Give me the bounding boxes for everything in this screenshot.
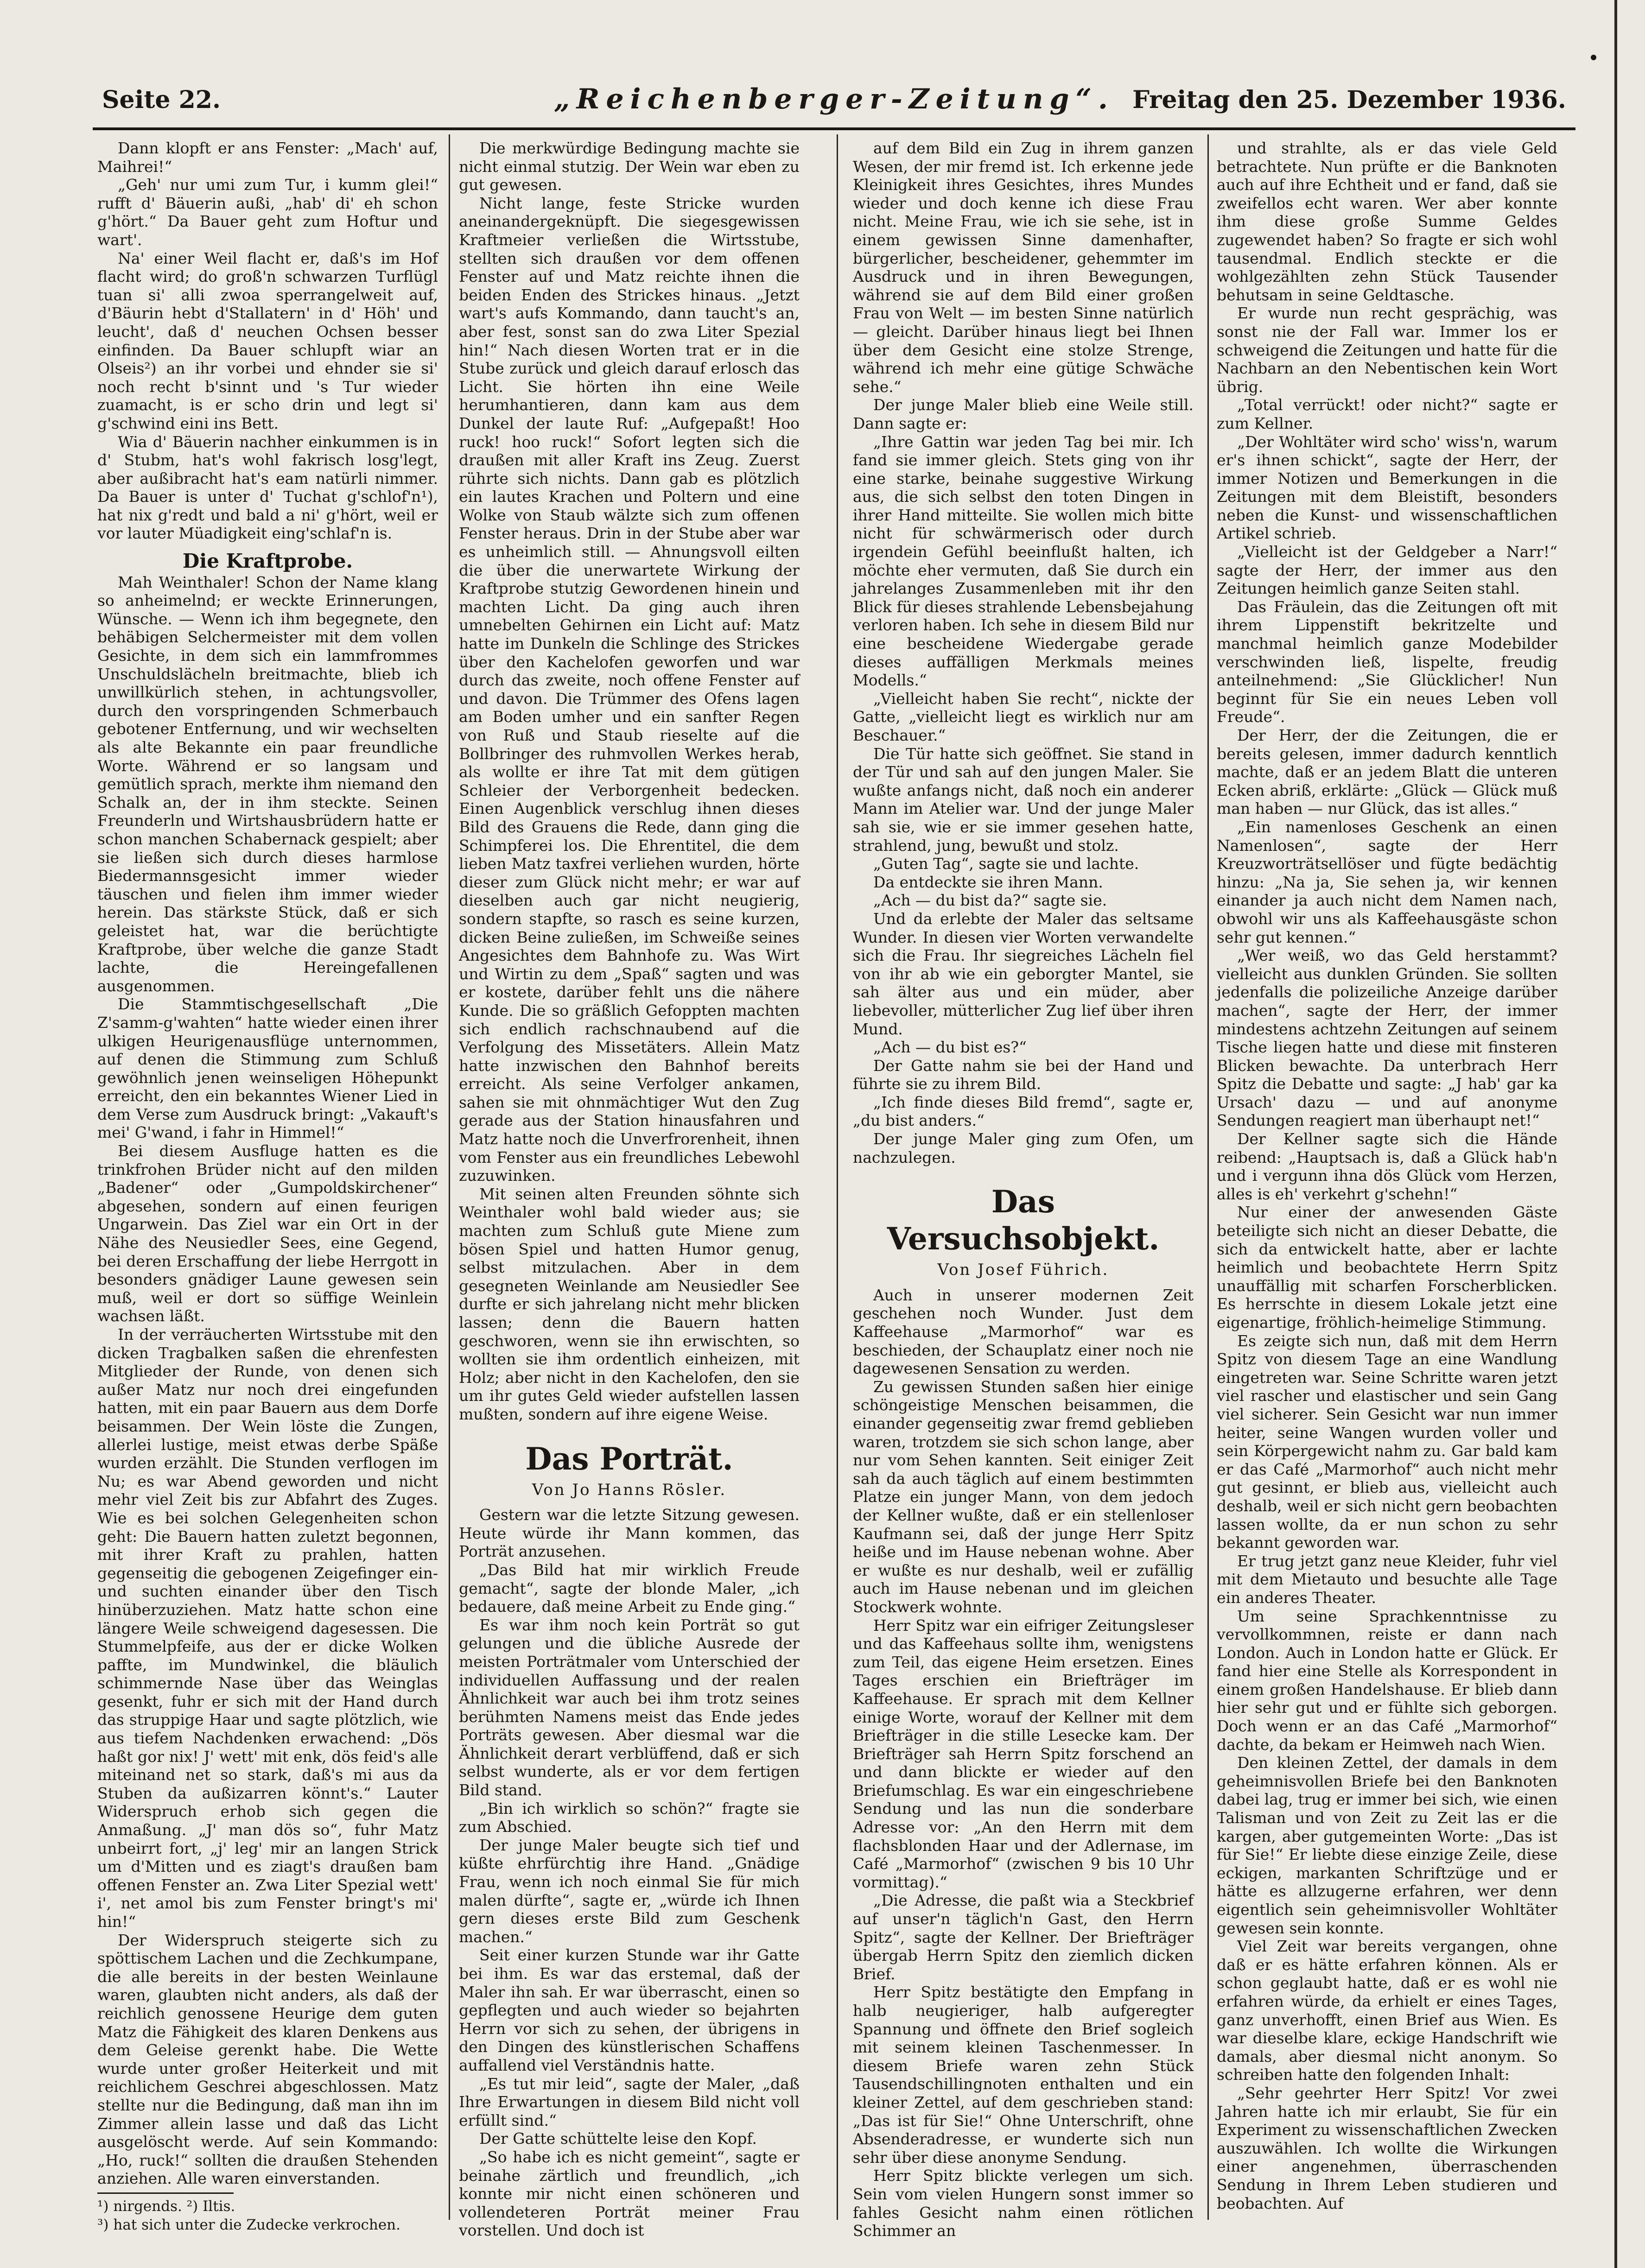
paragraph: Der junge Maler ging zum Ofen, um nachzulegen.: [853, 1130, 1194, 1166]
paragraph: „Vielleicht haben Sie recht“, nickte der Gatte, „vielleicht liegt es wirklich nur am Beschauer.“: [853, 689, 1194, 744]
column-2: [459, 139, 800, 2240]
paragraph: Da entdeckte sie ihren Mann.: [873, 873, 1103, 891]
paragraph: Na' einer Weil flacht er, daß's im Hof flacht wird; do groß'n schwarzen Turflügl tuan si' alli zwoa sperrangelweit auf, d'Bäurin hebt d'Stallatern' in d' Höh' und leucht', daß d' neuchen Ochsen besser einfinden. Da Bauer schlupft wiar an Olseis²) an ihr vorbei und ehnder sie si' noch recht b'sinnt und 's Tur wieder zuamacht, is er scho drin und legt si' g'schwind eini ins Bett.: [97, 249, 438, 432]
byline: Von Jo Hanns Rösler.: [532, 1480, 727, 1499]
paragraph: Der Gatte schüttelte leise den Kopf.: [479, 2129, 757, 2148]
ink-dot: [1591, 55, 1596, 60]
paragraph: Der Kellner sagte sich die Hände reibend: „Hauptsach is, daß a Glück hab'n und i vergunn ihna dös Glück vom Herzen, alles is eh' verkehrt g'schehn!“: [1217, 1130, 1557, 1203]
paragraph: „Guten Tag“, sagte sie und lachte.: [873, 855, 1139, 873]
issue-date: Freitag den 25. Dezember 1936.: [1132, 86, 1566, 114]
paragraph: Nicht lange, feste Stricke wurden aneinandergeknüpft. Die siegesgewissen Kraftmeier verließen die Wirtsstube, stellten sich draußen vor dem offenen Fenster auf und Matz reichte ihnen die beiden Enden des Strickes hinaus. „Jetzt wart's aufs Kommando, dann taucht's an, aber fest, sonst san do zwa Liter Spezial hin!“ Nach diesen Worten trat er in die Stube zurück und gleich darauf erlosch das Licht. Sie hörten ihn eine Weile herumhantieren, dann kam aus dem Dunkel der laute Ruf: „Aufgepaßt! Hoo ruck! hoo ruck!“ Sofort legten sich die draußen mit aller Kraft ins Zeug. Zuerst rührte sich nichts. Dann gab es plötzlich ein lautes Krachen und Poltern und eine Wolke von Staub wälzte sich zum offenen Fenster heraus. Drin in der Stube aber war es unheimlich still. — Ahnungsvoll eilten die über die unerwartete Wirkung der Kraftprobe stutzig Gewordenen hinein und machten Licht. Da ging auch ihren umnebelten Gehirnen ein Licht auf: Matz hatte im Dunkeln die Schlinge des Strickes über den Kachelofen geworfen und war durch das zweite, noch offene Fenster auf und davon. Die Trümmer des Ofens lagen am Boden umher und ein sanfter Regen von Ruß und Staub rieselte auf die Bollbringer des ruhmvollen Werkes herab, als wollte er ihre Tat mit dem gütigen Schleier der Verborgenheit bedecken. Einen Augenblick verschlug ihnen dieses Bild des Grauens die Rede, dann ging die Schimpferei los. Die Ehrentitel, die dem lieben Matz taxfrei verliehen wurden, hörte dieser zum Glück nicht mehr; er war auf dieselben auch gar nicht neugierig, sondern stapfte, so rasch es seine kurzen, dicken Beine zuließen, im Schweiße seines Angesichtes dem Bahnhofe zu. Was Wirt und Wirtin zu dem „Spaß“ sagten und was er kostete, darüber fehlt uns die nähere Kunde. Die so gräßlich Gefoppten machten sich endlich rachschnaubend auf die Verfolgung des Missetäters. Allein Matz hatte inzwischen den Bahnhof bereits erreicht. Als seine Verfolger ankamen, sahen sie mit ohnmächtiger Wut den Zug gerade aus der Station hinausfahren und Matz hatte noch die Unverfrorenheit, ihnen vom Fenster aus ein freundliches Lebewohl zuzuwinken.: [459, 194, 800, 1185]
page-header: [93, 76, 1575, 127]
paragraph: Viel Zeit war bereits vergangen, ohne daß er es hätte erfahren können. Als er schon geglaubt hatte, daß er es wohl nie erfahren würde, da erhielt er eines Tages, ganz unverhofft, einen Brief aus Wien. Es war dieselbe klare, eckige Handschrift wie damals, aber diesmal nicht anonym. So schreiben hatte den folgenden Inhalt:: [1217, 1937, 1557, 2084]
column-1: [97, 139, 438, 2233]
article-title: Das Versuchsobjekt.: [887, 1184, 1160, 1257]
paragraph: „Es tut mir leid“, sagte der Maler, „daß Ihre Erwartungen in diesem Bild nicht voll erfüllt sind.“: [459, 2074, 800, 2129]
paragraph: Mah Weinthaler! Schon der Name klang so anheimelnd; er weckte Erinnerungen, Wünsche. — Wenn ich ihm begegnete, den behäbigen Selchermeister mit dem vollen Gesichte, in dem sich ein lammfrommes Unschuldslächeln breitmachte, blieb ich unwillkürlich stehen, in achtungsvoller, durch den vorspringenden Schmerbauch gebotener Entfernung, und wir wechselten als alte Bekannte ein paar freundliche Worte. Während er so langsam und gemütlich sprach, merkte ihm niemand den Schalk an, der in ihm steckte. Seinen Freunderln und Wirtshausbrüdern hatte er schon manchen Schabernack gespielt; aber sie ließen sich durch dieses harmlose Biedermannsgesicht immer wieder täuschen und fielen ihm immer wieder herein. Das stärkste Stück, daß er sich geleistet hat, war die berüchtigte Kraftprobe, über welche die ganze Stadt lachte, die Hereingefallenen ausgenommen.: [97, 573, 438, 995]
paragraph: Zu gewissen Stunden saßen hier einige schöngeistige Menschen beisammen, die einander gegenseitig zwar fremd geblieben waren, trotzdem sie sich schon lange, aber nur vom Sehen kannten. Seit einiger Zeit sah da auch täglich auf einem bestimmten Platze ein junger Mann, von dem jedoch der Kellner wußte, daß er ein stellenloser Kaufmann sei, daß der junge Herr Spitz heiße und im Hause nebenan wohne. Aber er wußte es nur deshalb, weil er zufällig auch im Hause nebenan und im gleichen Stockwerk wohnte.: [853, 1377, 1194, 1616]
paragraph: „Vielleicht ist der Geldgeber a Narr!“ sagte der Herr, der immer aus den Zeitungen heimlich ganze Seiten stahl.: [1217, 543, 1557, 598]
paragraph: Die merkwürdige Bedingung machte sie nicht einmal stutzig. Der Wein war eben zu gut gewesen.: [459, 139, 800, 194]
paragraph: Nur einer der anwesenden Gäste beteiligte sich nicht an dieser Debatte, die sich da entwickelt hatte, aber er lachte heimlich und beobachtete Herrn Spitz unauffällig mit scharfen Forscherblicken. Es herrschte in diesem Lokale jetzt eine eigenartige, fröhlich-heimelige Stimmung.: [1217, 1203, 1557, 1331]
paragraph: Mit seinen alten Freunden söhnte sich Weinthaler wohl bald wieder aus; sie machten zum Schluß gute Miene zum bösen Spiel und hatten Humor genug, selbst mitzulachen. Aber in dem gesegneten Weinlande am Neusiedler See durfte er sich jahrelang nicht mehr blicken lassen; denn die Bauern hatten geschworen, wenn sie ihn erwischten, so wollten sie ihm ordentlich einheizen, mit Holz; aber nicht in den Kachelofen, den sie um ihr gutes Geld wieder aufstellen lassen mußten, sondern auf ihre eigene Weise.: [459, 1185, 800, 1423]
paragraph: Er trug jetzt ganz neue Kleider, fuhr viel mit dem Mietauto und besuchte alle Tage ein anderes Theater.: [1217, 1552, 1557, 1607]
column-3: [853, 139, 1194, 2240]
masthead: „Reichenberger-Zeitung“.: [554, 83, 1114, 115]
paragraph: Dann klopft er ans Fenster: „Mach' auf, Maihrei!“: [97, 139, 438, 176]
paragraph: Der Widerspruch steigerte sich zu spöttischem Lachen und die Zechkumpane, die alle bereits in der besten Weinlaune waren, glaubten nicht anders, als daß der reichlich genossene Heurige dem guten Matz die Fähigkeit des klaren Denkens aus dem Geleise gerenkt habe. Die Wette wurde unter großer Heiterkeit und mit reichlichem Geschrei abgeschlossen. Matz stellte nur die Bedingung, daß man ihn im Zimmer allein lasse und daß das Licht ausgelöscht werde. Auf sein Kommando: „Ho, ruck!“ sollten die draußen Stehenden anziehen. Alle waren einverstanden.: [97, 1931, 438, 2188]
paragraph: Der junge Maler blieb eine Weile still. Dann sagte er:: [853, 396, 1194, 432]
column-divider: [449, 134, 450, 2220]
footnote-rule: [97, 2192, 234, 2194]
page-number: Seite 22.: [102, 86, 221, 114]
paragraph: Herr Spitz blickte verlegen um sich. Sein vom vielen Hungern sonst immer so fahles Gesicht nahm einen rötlichen Schimmer an: [853, 2167, 1194, 2240]
paragraph: In der verräucherten Wirtsstube mit den dicken Tragbalken saßen die ehrenfesten Mitglieder der Runde, von denen sich außer Matz nur noch drei eingefunden hatten, mit ein paar Bauern aus dem Dorfe beisammen. Der Wein löste die Zungen, allerlei lustige, meist etwas derbe Späße wurden erzählt. Die Stunden verflogen im Nu; es war Abend geworden und nicht mehr viel Zeit bis zur Abfahrt des Zuges. Wie es bei solchen Gelegenheiten schon geht: Die Bauern hatten zuletzt begonnen, mit ihrer Kraft zu prahlen, hatten gegenseitig die gebogenen Zeigefinger ein- und suchten einander über den Tisch hinüberzuziehen. Matz hatte schon eine längere Weile schweigend dagesessen. Die Stummelpfeife, aus der er dicke Wolken paffte, im Mundwinkel, die bläulich schimmernde Nase über das Weinglas gesenkt, fuhr er sich mit der Hand durch das struppige Haar und sagte plötzlich, wie aus tiefem Nachdenken erwachend: „Dös haßt gor nix! J' wett' mit enk, dös feid's alle miteinand net so stark, daß's mi aus da Stuben da außizarren könnt's.“ Lauter Widerspruch erhob sich gegen die Anmaßung. „J' man dös so“, fuhr Matz unbeirrt fort, „j' leg' mir an langen Strick um d'Mitten und es ziagt's draußen bam offenen Fenster an. Zwa Liter Spezial wett' i', net amol bis zum Fenster bringt's mi' hin!“: [97, 1325, 438, 1931]
paragraph: Es war ihm noch kein Porträt so gut gelungen und die übliche Ausrede der meisten Porträtmaler vom Unterschied der individuellen Auffassung und der realen Ähnlichkeit war auch bei ihm trotz seines berühmten Namens meist das Ende jedes Porträts gewesen. Aber diesmal war die Ähnlichkeit derart verblüffend, daß er sich selbst wunderte, als er vor dem fertigen Bild stand.: [459, 1615, 800, 1799]
paragraph: Um seine Sprachkenntnisse zu vervollkommnen, reiste er dann nach London. Auch in London hatte er Glück. Er fand hier eine Stelle als Korrespondent in einem großen Handelshause. Er blieb dann hier sehr gut und er fühlte sich geborgen. Doch wenn er an das Café „Marmorhof“ dachte, da bekam er Heimweh nach Wien.: [1217, 1607, 1557, 1754]
footnote: ¹) nirgends. ²) Iltis.: [97, 2198, 235, 2215]
paragraph: Wia d' Bäuerin nachher einkummen is in d' Stubm, hat's wohl fakrisch losg'legt, aber außibracht hat's eam natürli nimmer. Da Bauer is unter d' Tuchat g'schlof'n¹), hat nix g'redt und bald a ni' g'hört, weil er vor lauter Müadigkeit eing'schlaf'n is.: [97, 432, 438, 543]
byline: Von Josef Führich.: [937, 1261, 1109, 1280]
paragraph: Der Herr, der die Zeitungen, die er bereits gelesen, immer dadurch kenntlich machte, daß er an jedem Blatt die unteren Ecken abriß, erklärte: „Glück — Glück muß man haben — nur Glück, das ist alles.“: [1217, 726, 1557, 818]
paragraph: „Ach — du bist da?“ sagte sie.: [873, 891, 1107, 910]
paragraph: Und da erlebte der Maler das seltsame Wunder. In diesen vier Worten verwandelte sich die Frau. Ihr siegreiches Lächeln fiel von ihr ab wie ein geborgter Mantel, sie sah älter aus und ein müder, aber liebevoller, mütterlicher Zug lief über ihren Mund.: [853, 909, 1194, 1038]
column-divider: [1207, 134, 1209, 2220]
paragraph: Gestern war die letzte Sitzung gewesen. Heute würde ihr Mann kommen, das Porträt anzusehen.: [459, 1506, 800, 1561]
paragraph: Bei diesem Ausfluge hatten es die trinkfrohen Brüder nicht auf den milden „Badener“ oder „Gumpoldskirchener“ abgesehen, sondern auf einen feurigen Ungarwein. Das Ziel war ein Ort in der Nähe des Neusiedler Sees, eine Gegend, bei deren Erschaffung der liebe Herrgott in besonders gnädiger Laune gewesen sein muß, weil er dort so süffige Weinlein wachsen läßt.: [97, 1142, 438, 1325]
paragraph: Herr Spitz war ein eifriger Zeitungsleser und das Kaffeehaus sollte ihm, wenigstens zum Teil, das eigene Heim ersetzen. Eines Tages erschien ein Briefträger im Kaffeehause. Er sprach mit dem Kellner einige Worte, worauf der Kellner mit dem Briefträger in die stille Lesecke kam. Der Briefträger sah Herrn Spitz forschend an und dann blickte er wieder auf den Briefumschlag. Es war ein eingeschriebene Sendung und las nun die sonderbare Adresse vor: „An den Herrn mit dem flachsblonden Haar und der Adlernase, im Café „Marmorhof“ (zwischen 9 bis 10 Uhr vormittag).“: [853, 1616, 1194, 1891]
paragraph: „Bin ich wirklich so schön?“ fragte sie zum Abschied.: [459, 1799, 800, 1836]
paragraph: Die Stammtischgesellschaft „Die Z'samm-g'wahten“ hatte wieder einen ihrer ulkigen Heurigenausflüge unternommen, auf denen die Stimmung zum Schluß gewöhnlich jenen weinseligen Höhepunkt erreicht, den ein bekanntes Wiener Lied in dem Verse zum Ausdruck bringt: „Vakauft's mei' G'wand, i fahr in Himmel!“: [97, 995, 438, 1142]
column-4: [1217, 139, 1557, 2215]
paragraph: Er wurde nun recht gesprächig, was sonst nie der Fall war. Immer los er schweigend die Zeitungen und hatte für die Nachbarn an den Nebentischen kein Wort übrig.: [1217, 304, 1557, 396]
paragraph: „So habe ich es nicht gemeint“, sagte er beinahe zärtlich und freundlich, „ich konnte mir nicht einen schöneren und vollendeteren Porträt meiner Frau vorstellen. Und doch ist: [459, 2148, 800, 2240]
paragraph: Das Fräulein, das die Zeitungen oft mit ihrem Lippenstift bekritzelte und manchmal heimlich ganze Modebilder verschwinden ließ, lispelte, freudig anteilnehmend: „Sie Glücklicher! Nun beginnt für Sie ein neues Leben voll Freude“.: [1217, 597, 1557, 726]
paragraph: auf dem Bild ein Zug in ihrem ganzen Wesen, der mir fremd ist. Ich erkenne jede Kleinigkeit ihres Gesichtes, ihres Mundes wieder und doch kenne ich diese Frau nicht. Meine Frau, wie ich sie sehe, ist in einem gewissen Sinne damenhafter, bürgerlicher, bescheidener, gehemmter im Ausdruck und in ihren Bewegungen, während sie auf dem Bild einer großen Frau von Welt — im besten Sinne natürlich — gleicht. Darüber hinaus liegt bei Ihnen über dem Gesicht eine stolze Strenge, während ich mehr eine gütige Schwäche sehe.“: [853, 139, 1194, 396]
paragraph: „Geh' nur umi zum Tur, i kumm glei!“ rufft d' Bäuerin außi, „hab' di' eh schon g'hört.“ Da Bauer geht zum Hoftur und wart'.: [97, 176, 438, 249]
paragraph: Die Tür hatte sich geöffnet. Sie stand in der Tür und sah auf den jungen Maler. Sie wußte anfangs nicht, daß noch ein anderer Mann im Atelier war. Und der junge Maler sah sie, wie er sie immer gesehen hatte, strahlend, jung, bewußt und stolz.: [853, 744, 1194, 855]
paragraph: „Ihre Gattin war jeden Tag bei mir. Ich fand sie immer gleich. Stets ging von ihr eine starke, beinahe suggestive Wirkung aus, die sich selbst den toten Dingen in ihrer Hand mitteilte. Sie wollen mich bitte nicht für schwärmerisch oder durch irgendein Gefühl beeinflußt halten, ich möchte eher vermuten, daß Sie durch ein jahrelanges Zusammenleben mit ihr den Blick für dieses strahlende Lebensbejahung verloren haben. Ich sehe in diesem Bild nur eine bescheidene Wiedergabe gerade dieses auffälligen Merkmals meines Modells.“: [853, 432, 1194, 690]
paragraph: Herr Spitz bestätigte den Empfang in halb neugieriger, halb aufgeregter Spannung und öffnete den Brief sogleich mit seinem kleinen Taschenmesser. In diesem Briefe waren zehn Stück Tausendschillingnoten enthalten und ein kleiner Zettel, auf dem geschrieben stand: „Das ist für Sie!“ Ohne Unterschrift, ohne Absenderadresse, er wunderte sich nun sehr über diese anonyme Sendung.: [853, 1983, 1194, 2167]
paragraph: „Total verrückt! oder nicht?“ sagte er zum Kellner.: [1217, 396, 1557, 432]
paragraph: „Sehr geehrter Herr Spitz! Vor zwei Jahren hatte ich mir erlaubt, Sie für ein Experiment zu wissenschaftlichen Zwecken auszuwählen. Ich wollte die Wirkungen einer angenehmen, überraschenden Sendung in Ihrem Leben studieren und beobachten. Auf: [1217, 2084, 1557, 2212]
paragraph: „Der Wohltäter wird scho' wiss'n, warum er's ihnen schickt“, sagte der Herr, der immer Notizen und Bemerkungen in die Zeitungen mit dem Bleistift, besonders neben die Kunst- und wissenschaftlichen Artikel schrieb.: [1217, 432, 1557, 543]
paragraph: Der junge Maler beugte sich tief und küßte ehrfürchtig ihre Hand. „Gnädige Frau, wenn ich noch einmal Sie für mich malen dürfte“, sagte er, „würde ich Ihnen gern dieses erste Bild zum Geschenk machen.“: [459, 1836, 800, 1946]
footnote: ³) hat sich unter die Zudecke verkrochen.: [97, 2216, 400, 2233]
paragraph: „Ich finde dieses Bild fremd“, sagte er, „du bist anders.“: [853, 1093, 1194, 1130]
paragraph: Auch in unserer modernen Zeit geschehen noch Wunder. Just dem Kaffeehause „Marmorhof“ war es beschieden, der Schauplatz einer noch nie dagewesenen Sensation zu werden.: [853, 1286, 1194, 1378]
paragraph: „Das Bild hat mir wirklich Freude gemacht“, sagte der blonde Maler, „ich bedauere, daß meine Arbeit zu Ende ging.“: [459, 1560, 800, 1616]
paragraph: und strahlte, als er das viele Geld betrachtete. Nun prüfte er die Banknoten auch auf ihre Echtheit und er fand, daß sie zweifellos echt waren. Wer aber konnte ihm diese große Summe Geldes zugewendet haben? So fragte er sich wohl tausendmal. Endlich steckte er die wohlgezählten zehn Stück Tausender behutsam in seine Geldtasche.: [1217, 139, 1557, 304]
paragraph: „Ein namenloses Geschenk an einen Namenlosen“, sagte der Herr Kreuzworträtsellöser und fügte bedächtig hinzu: „Na ja, Sie sehen ja, wir kennen einander ja auch nicht dem Namen nach, obwohl wir uns als Kaffeehausgäste schon sehr gut kennen.“: [1217, 817, 1557, 946]
paragraph: „Wer weiß, wo das Geld herstammt? vielleicht aus dunklen Gründen. Sie sollten jedenfalls die polizeiliche Anzeige darüber machen“, sagte der Herr, der immer mindestens achtzehn Zeitungen auf seinem Tische liegen hatte und diese mit finsteren Blicken bewachte. Da unterbrach Herr Spitz die Debatte und sagte: „J hab' gar ka Ursach' dazu — und auf anonyme Sendungen reagiert man überhaupt net!“: [1217, 946, 1557, 1130]
page-edge-shadow: [1614, 0, 1617, 2268]
header-rule: [93, 127, 1575, 130]
paragraph: Den kleinen Zettel, der damals in dem geheimnisvollen Briefe bei den Banknoten dabei lag, trug er immer bei sich, wie einen Talisman und von Zeit zu Zeit las er die kargen, aber gutgemeinten Worte: „Das ist für Sie!“ Er liebte diese einzige Zeile, diese eckigen, markanten Schriftzüge und er hätte es allzugerne erfahren, wer denn eigentlich sein geheimnisvoller Wohltäter gewesen sein konnte.: [1217, 1754, 1557, 1937]
paragraph: Es zeigte sich nun, daß mit dem Herrn Spitz von diesem Tage an eine Wandlung eingetreten war. Seine Schritte waren jetzt viel rascher und elastischer und sein Gang viel sicherer. Sein Gesicht war nun immer heiter, seine Wangen wurden voller und sein Körpergewicht nahm zu. Gar bald kam er das Café „Marmorhof“ auch nicht mehr gut gesinnt, er blieb aus, vielleicht auch deshalb, weil er sich nicht gern beobachten lassen wollte, da er nun schon zu sehr bekannt geworden war.: [1217, 1331, 1557, 1552]
paragraph: Seit einer kurzen Stunde war ihr Gatte bei ihm. Es war das erstemal, daß der Maler ihn sah. Er war überrascht, einen so gepflegten und auch wieder so bejahrten Herrn vor sich zu sehen, der übrigens in den Dingen des künstlerischen Schaffens auffallend viel Verständnis hatte.: [459, 1946, 800, 2074]
paragraph: Der Gatte nahm sie bei der Hand und führte sie zu ihrem Bild.: [853, 1056, 1194, 1093]
column-divider: [837, 134, 838, 2220]
paragraph: „Ach — du bist es?“: [873, 1038, 1027, 1057]
paragraph: „Die Adresse, die paßt wia a Steckbrief auf unser'n täglich'n Gast, den Herrn Spitz“, sagte der Kellner. Der Briefträger übergab Herrn Spitz den ziemlich dicken Brief.: [853, 1891, 1194, 1983]
article-title: Das Porträt.: [525, 1440, 733, 1477]
article-heading: Die Kraftprobe.: [182, 550, 353, 573]
